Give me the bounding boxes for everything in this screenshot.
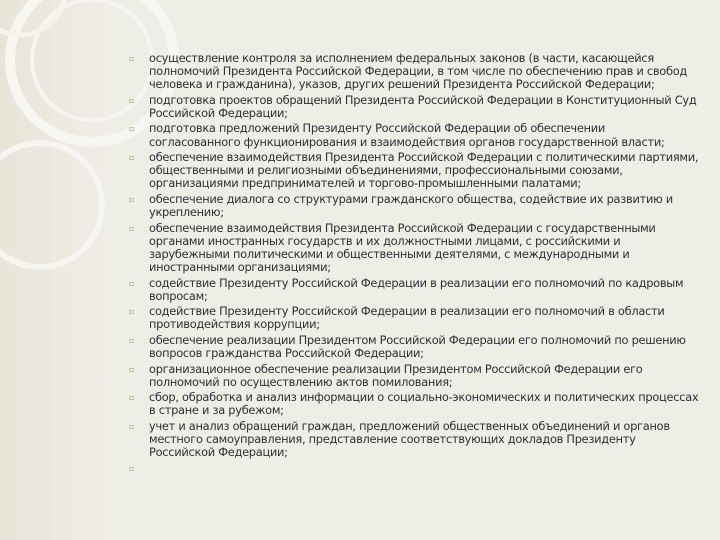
checkbox-square-bullet-icon: ▫	[129, 95, 135, 105]
checkbox-square-bullet-icon: ▫	[129, 124, 135, 134]
list-item	[127, 277, 699, 303]
list-item	[127, 94, 699, 120]
list-item	[127, 52, 699, 91]
list-item-text: обеспечение взаимодействия Президента Российской Федерации с государственными органами иностранных государств и их должностными лицами, с российскими и зарубежными политическими и общественными деятелями, с международными и иностранными организациями;	[149, 220, 656, 274]
list-item	[127, 151, 699, 190]
list-item-text: сбор, обработка и анализ информации о социально-экономических и политических процессах в стране и за рубежом;	[149, 390, 699, 418]
checkbox-square-bullet-icon: ▫	[129, 153, 135, 163]
list-item	[127, 305, 699, 331]
checkbox-square-bullet-icon: ▫	[129, 393, 135, 403]
checkbox-square-bullet-icon: ▫	[129, 335, 135, 345]
list-item-text: подготовка проектов обращений Президента Российской Федерации в Конституционный Суд Российской Федерации;	[149, 92, 697, 120]
list-item-text: обеспечение диалога со структурами гражданского общества, содействие их развитию и укреплению;	[149, 191, 673, 220]
list-item	[127, 363, 699, 389]
list-item-text: учет и анализ обращений граждан, предложений общественных объединений и органов местного самоуправления, представление соответствующих докладов Президенту Российской Федерации;	[149, 418, 670, 460]
list-item-text: содействие Президенту Российской Федерации в реализации его полномочий в области противодействия коррупции;	[149, 304, 665, 332]
list-item-text: содействие Президенту Российской Федерации в реализации его полномочий по кадровым вопросам;	[149, 275, 684, 303]
list-item	[127, 193, 699, 219]
checkbox-square-bullet-icon: ▫	[129, 194, 135, 204]
bullet-list	[127, 52, 699, 475]
checkbox-square-bullet-icon: ▫	[129, 307, 135, 317]
list-item	[127, 391, 699, 417]
checkbox-square-bullet-icon: ▫	[129, 54, 135, 63]
list-item-text: обеспечение реализации Президентом Российской Федерации его полномочий по решению вопросов гражданства Российской Федерации;	[149, 332, 686, 360]
list-item-text: организационное обеспечение реализации Президентом Российской Федерации его полномочий по осуществлению актов помилования;	[149, 361, 643, 389]
list-item	[127, 420, 699, 459]
list-item	[127, 122, 699, 148]
list-item	[127, 334, 699, 360]
checkbox-square-bullet-icon: ▫	[129, 364, 135, 374]
checkbox-square-bullet-icon: ▫	[129, 278, 135, 288]
checkbox-square-bullet-icon: ▫	[129, 463, 135, 473]
list-item-text: осуществление контроля за исполнением федеральных законов (в части, касающейся полномочий Президента Российской Федерации, в том числе по обеспечению прав и свобод человека и гражданина), указов, других решений Президента Российской Федерации;	[149, 51, 687, 92]
decor-ring-lower	[0, 143, 102, 267]
list-item	[127, 222, 699, 274]
list-item-text: подготовка предложений Президенту Российской Федерации об обеспечении согласованного функционирования и взаимодействия органов государственной власти;	[149, 121, 665, 149]
list-item-text: обеспечение взаимодействия Президента Российской Федерации с политическими партиями, общественными и религиозными объединениями, профессиональными союзами, организациями предпринимателей и торгово-промышленными палатами;	[149, 150, 699, 191]
checkbox-square-bullet-icon: ▫	[129, 421, 135, 431]
checkbox-square-bullet-icon: ▫	[129, 223, 135, 233]
list-item	[127, 462, 699, 475]
slide-content	[127, 52, 699, 477]
